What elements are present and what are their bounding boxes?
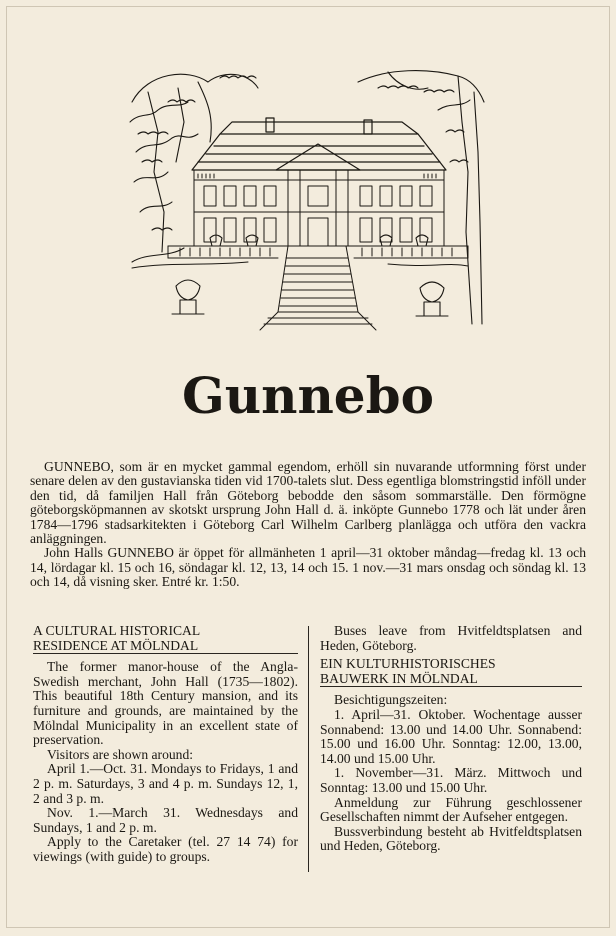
manor-house-illustration — [128, 62, 486, 334]
opening-hours-paragraph: John Halls GUNNEBO är öppet för allmänheten 1 april—31 oktober måndag—fredag kl. 13 och 14, lördagar kl. 15 och 16, söndagar kl. 12, 13, 14 och 15. 1 nov.—31 mars onsdag och söndag kl. 13 och 14, då visning sker. Entré kr. 1:50. — [30, 545, 586, 590]
english-description: The former manor-house of the Angla-Swedish merchant, John Hall (1735—1802). This beautiful 18th Century mansion, and its furniture and grounds, are maintained by the Mölndal Municipality in an excellent state of preservation. — [33, 659, 298, 748]
facade — [194, 170, 444, 246]
german-bus-info: Bussverbindung besteht ab Hvitfeldtsplatsen und Heden, Göteborg. — [320, 823, 582, 854]
german-heading-line-1: EIN KULTURHISTORISCHES — [320, 656, 496, 672]
english-column — [33, 624, 298, 865]
page-title: Gunnebo — [182, 366, 434, 425]
german-visiting-times-label: Besichtigungszeiten: — [334, 692, 448, 708]
german-column — [320, 624, 582, 854]
swedish-intro — [30, 460, 586, 590]
intro-paragraph: GUNNEBO, som är en mycket gammal egendom, erhöll sin nuvarande utformning först under senare delen av den gustavianska tiden vid 1700-talets slut. Dess egentliga blomstringstid inföll under den tid, då familjen Hall från Göteborg bebodde den såsom sommarställe. Den förmögne göteborgsköpmannen av skotskt ursprung John Hall d. ä. inköpte Gunnebo 1778 och lät under åren 1784—1796 stadsarkitekten i Göteborg Carl Wilhelm Carlberg planlägga och utföra den vackra anläggningen. — [30, 459, 586, 547]
english-visitors-label: Visitors are shown around: — [47, 746, 194, 762]
german-summer-hours: 1. April—31. Oktober. Wochentage ausser Sonnabend: 13.00 und 14.00 Uhr. Sonnabend: 15.00 und 16.00 Uhr. Sonntag: 12.00, 13.00, 14.00 und 15.00 Uhr. — [320, 706, 582, 766]
german-group-tours: Anmeldung zur Führung geschlossener Gesellschaften nimmt der Aufseher entgegen. — [320, 794, 582, 825]
english-bus-info: Buses leave from Hvitfeldtsplatsen and Heden, Göteborg. — [320, 623, 582, 653]
english-group-viewings: Apply to the Caretaker (tel. 27 14 74) for viewings (with guide) to groups. — [33, 834, 298, 864]
english-heading-line-2: RESIDENCE AT MÖLNDAL — [33, 639, 298, 655]
english-winter-hours: Nov. 1.—March 31. Wednesdays and Sundays, 1 and 2 p. m. — [33, 805, 298, 835]
garden-urns — [172, 235, 448, 316]
column-divider — [308, 626, 309, 872]
english-heading-line-1: A CULTURAL HISTORICAL — [33, 623, 201, 638]
german-winter-hours: 1. November—31. März. Mittwoch und Sonntag: 13.00 und 15.00 Uhr. — [320, 765, 582, 795]
tree-right — [358, 71, 484, 324]
german-heading-line-2: BAUWERK IN MÖLNDAL — [320, 672, 582, 688]
terrace — [132, 246, 468, 330]
roof — [192, 118, 446, 170]
english-summer-hours: April 1.—Oct. 31. Mondays to Fridays, 1 and 2 p. m. Saturdays, 3 and 4 p. m. Sundays 12, 1, 2 and 3 p. m. — [33, 761, 298, 806]
